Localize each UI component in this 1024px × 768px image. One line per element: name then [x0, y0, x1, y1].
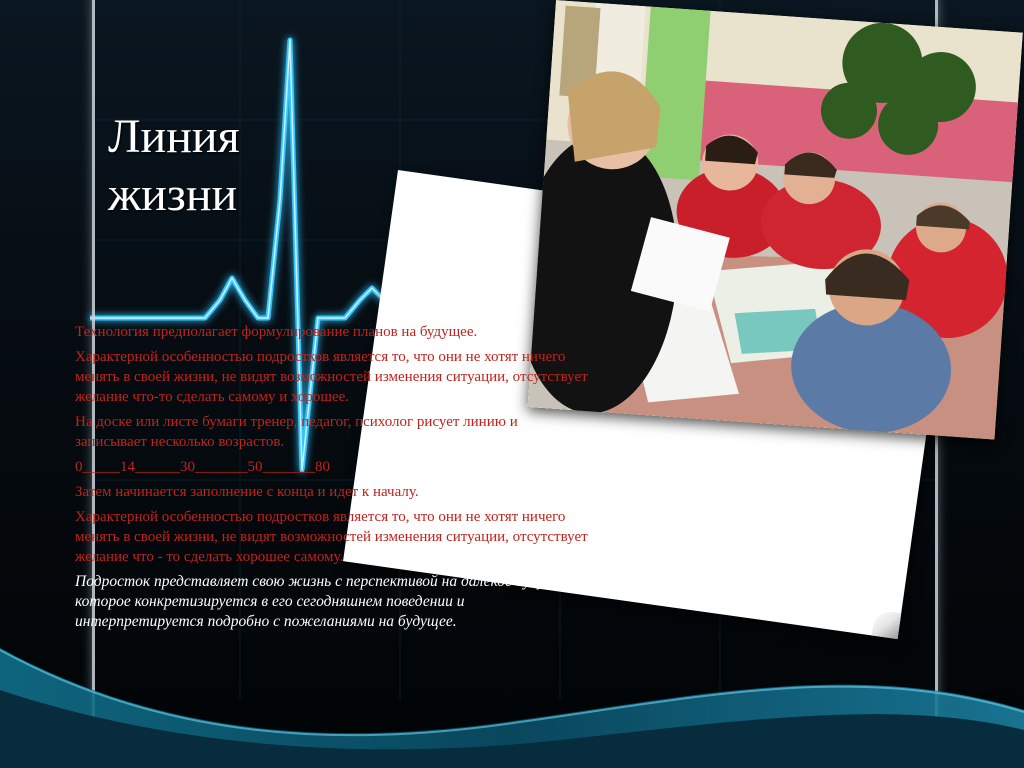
paragraph-fill-order: Затем начинается заполнение с конца и идет к началу.: [75, 484, 419, 500]
paragraph-age-line: 0_____14______30_______50_______80: [75, 459, 330, 475]
paragraph-technology: Технология предполагает формулирование планов на будущее.: [75, 324, 478, 340]
title-line-1: Линия: [108, 110, 240, 163]
title-line-2: жизни: [108, 168, 238, 221]
paragraph-perspective: Подросток представляет свою жизнь с перспективой на далекое будущее, которое конкретизируется в его сегодняшнем поведении и интерпретируется подробно с пожеланиями на будущее.: [75, 573, 575, 630]
classroom-photo: [528, 0, 1023, 440]
decorative-wave: [0, 600, 1024, 768]
slide-title: [108, 108, 240, 224]
paragraph-teen-feature-repeat: Характерной особенностью подростков является то, что они не хотят ничего менять в своей жизни, не видят возможностей изменения ситуации, отсутствует желание что - то сделать хорошее самому.: [75, 509, 588, 565]
paragraph-drawing-line: На доске или листе бумаги тренер, педагог, психолог рисует линию и записывает несколько возрастов.: [75, 414, 518, 450]
slide-body-text: [75, 322, 590, 637]
paragraph-teen-feature: Характерной особенностью подростков является то, что они не хотят ничего менять в своей жизни, не видят возможностей изменения ситуации, отсутствует желание что-то сделать самому и хорошее.: [75, 349, 588, 405]
